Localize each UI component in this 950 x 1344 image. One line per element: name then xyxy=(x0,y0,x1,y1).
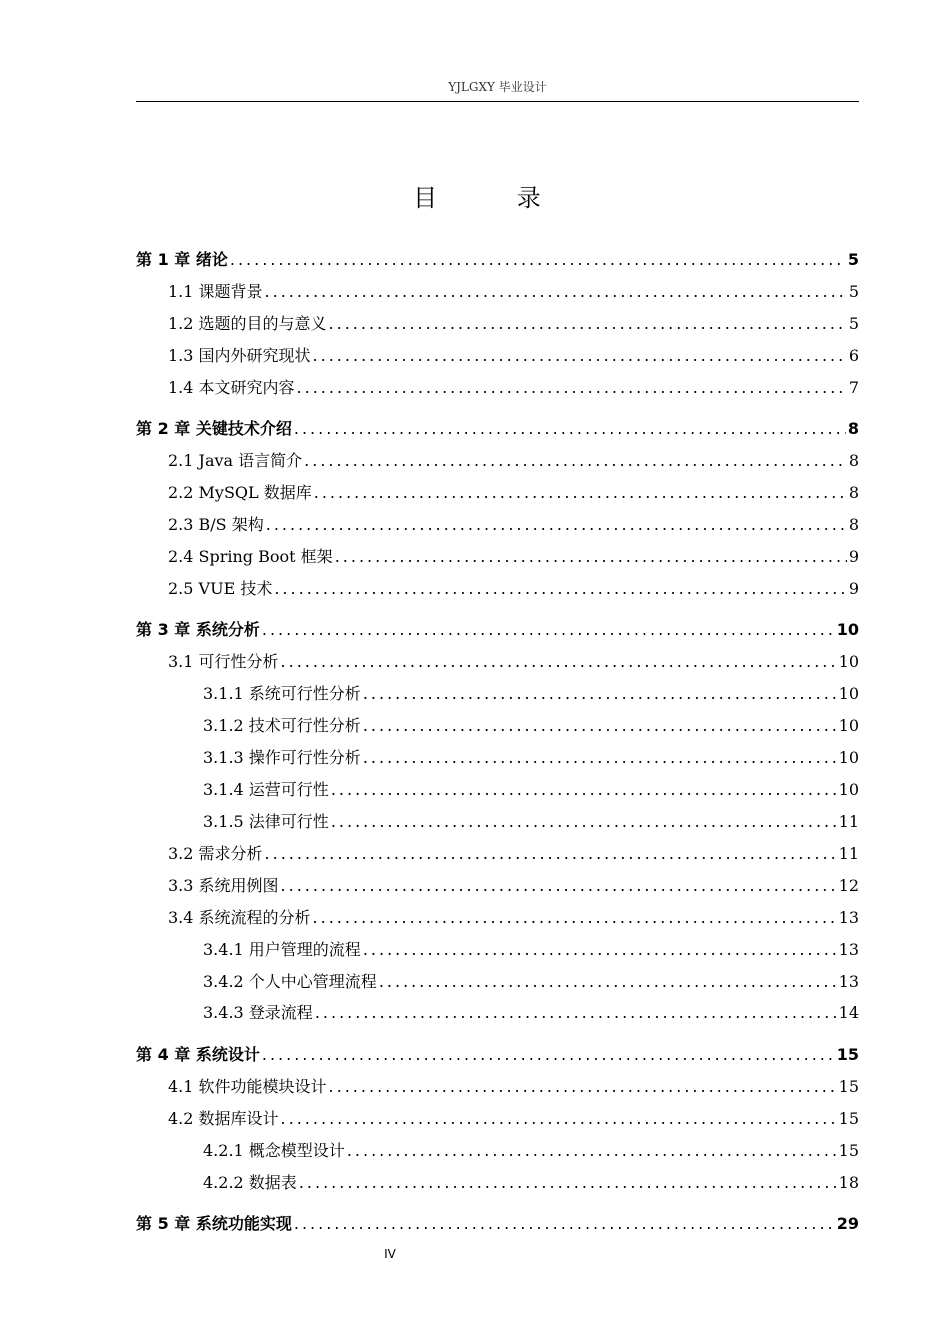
toc-title: 目 录 xyxy=(413,184,577,212)
toc-entry-page: 12 xyxy=(838,876,859,895)
toc-leader-dots xyxy=(363,748,837,768)
toc-section-entry[interactable] xyxy=(136,372,859,398)
toc-entry-title: 3.4.1 用户管理的流程 xyxy=(203,940,361,959)
toc-entry-page: 8 xyxy=(848,451,859,470)
toc-entry-title: 2.1 Java 语言简介 xyxy=(168,451,303,470)
toc-entry-page: 10 xyxy=(836,620,859,639)
page-header: YJLGXY 毕业设计 xyxy=(448,80,547,94)
toc-leader-dots xyxy=(347,1141,837,1161)
toc-entry-title: 4.1 软件功能模块设计 xyxy=(168,1077,327,1096)
toc-section-entry[interactable] xyxy=(136,646,859,672)
toc-entry-page: 9 xyxy=(848,547,859,566)
toc-leader-dots xyxy=(313,908,837,928)
toc-entry-page: 7 xyxy=(848,378,859,397)
toc-entry-page: 29 xyxy=(836,1214,859,1233)
toc-section-entry[interactable] xyxy=(136,276,859,302)
toc-entry-page: 8 xyxy=(848,483,859,502)
toc-entry-title: 4.2 数据库设计 xyxy=(168,1109,279,1128)
toc-leader-dots xyxy=(262,620,835,640)
toc-chapter-entry[interactable] xyxy=(136,1208,859,1234)
toc-section-entry[interactable] xyxy=(136,573,859,599)
toc-entry-page: 8 xyxy=(847,419,859,438)
toc-chapter-entry[interactable] xyxy=(136,244,859,270)
toc-section-entry[interactable] xyxy=(136,902,859,928)
toc-section-entry[interactable] xyxy=(136,340,859,366)
toc-leader-dots xyxy=(281,1109,837,1129)
toc-entry-title: 1.3 国内外研究现状 xyxy=(168,346,311,365)
toc-entry-page: 10 xyxy=(838,780,859,799)
toc-entry-title: 4.2.2 数据表 xyxy=(203,1173,297,1192)
toc-entry-page: 11 xyxy=(838,812,859,831)
toc-section-entry[interactable] xyxy=(136,806,859,832)
toc-entry-page: 18 xyxy=(838,1173,859,1192)
toc-entry-title: 3.1.5 法律可行性 xyxy=(203,812,329,831)
toc-entry-title: 第 2 章 关键技术介绍 xyxy=(136,419,292,438)
toc-section-entry[interactable] xyxy=(136,742,859,768)
toc-entry-page: 13 xyxy=(838,972,859,991)
toc-section-entry[interactable] xyxy=(136,1103,859,1129)
toc-entry-page: 15 xyxy=(838,1141,859,1160)
toc-entry-title: 3.4.2 个人中心管理流程 xyxy=(203,972,377,991)
toc-entry-page: 5 xyxy=(847,250,859,269)
toc-entry-page: 10 xyxy=(838,748,859,767)
toc-leader-dots xyxy=(230,250,846,270)
toc-section-entry[interactable] xyxy=(136,838,859,864)
toc-leader-dots xyxy=(262,1045,835,1065)
header-rule xyxy=(136,101,859,102)
toc-section-entry[interactable] xyxy=(136,966,859,992)
toc-entry-page: 10 xyxy=(838,716,859,735)
toc-entry-page: 10 xyxy=(838,684,859,703)
toc-entry-title: 1.2 选题的目的与意义 xyxy=(168,314,327,333)
toc-leader-dots xyxy=(299,1173,837,1193)
toc-entry-title: 4.2.1 概念模型设计 xyxy=(203,1141,345,1160)
toc-entry-title: 第 5 章 系统功能实现 xyxy=(136,1214,292,1233)
toc-leader-dots xyxy=(265,282,847,302)
toc-leader-dots xyxy=(304,451,847,471)
toc-entry-page: 13 xyxy=(838,908,859,927)
toc-leader-dots xyxy=(265,844,837,864)
toc-entry-title: 3.2 需求分析 xyxy=(168,844,263,863)
toc-section-entry[interactable] xyxy=(136,541,859,567)
toc-entry-page: 5 xyxy=(848,314,859,333)
toc-leader-dots xyxy=(363,684,837,704)
toc-leader-dots xyxy=(331,780,837,800)
toc-section-entry[interactable] xyxy=(136,774,859,800)
toc-leader-dots xyxy=(313,346,847,366)
toc-leader-dots xyxy=(363,716,837,736)
toc-leader-dots xyxy=(281,652,837,672)
toc-entry-title: 2.3 B/S 架构 xyxy=(168,515,264,534)
toc-leader-dots xyxy=(274,579,846,599)
toc-entry-title: 2.5 VUE 技术 xyxy=(168,579,273,598)
toc-entry-title: 第 3 章 系统分析 xyxy=(136,620,260,639)
toc-chapter-entry[interactable] xyxy=(136,614,859,640)
toc-section-entry[interactable] xyxy=(136,678,859,704)
toc-entry-page: 11 xyxy=(838,844,859,863)
toc-entry-title: 1.4 本文研究内容 xyxy=(168,378,295,397)
toc-leader-dots xyxy=(329,314,847,334)
toc-section-entry[interactable] xyxy=(136,445,859,471)
toc-section-entry[interactable] xyxy=(136,1135,859,1161)
toc-entry-page: 5 xyxy=(848,282,859,301)
toc-entry-title: 2.4 Spring Boot 框架 xyxy=(168,547,333,566)
toc-entry-title: 3.3 系统用例图 xyxy=(168,876,279,895)
toc-section-entry[interactable] xyxy=(136,308,859,334)
toc-entry-title: 3.1.2 技术可行性分析 xyxy=(203,716,361,735)
toc-entry-title: 1.1 课题背景 xyxy=(168,282,263,301)
toc-entry-page: 14 xyxy=(838,1003,859,1022)
toc-entry-title: 3.1.4 运营可行性 xyxy=(203,780,329,799)
toc-section-entry[interactable] xyxy=(136,710,859,736)
toc-entry-page: 8 xyxy=(848,515,859,534)
toc-entry-title: 3.1 可行性分析 xyxy=(168,652,279,671)
toc-chapter-entry[interactable] xyxy=(136,413,859,439)
toc-leader-dots xyxy=(314,483,847,503)
toc-chapter-entry[interactable] xyxy=(136,1039,859,1065)
toc-entry-title: 2.2 MySQL 数据库 xyxy=(168,483,312,502)
toc-leader-dots xyxy=(363,940,837,960)
toc-leader-dots xyxy=(266,515,847,535)
toc-entry-page: 15 xyxy=(838,1109,859,1128)
toc-entry-page: 10 xyxy=(838,652,859,671)
toc-entry-page: 9 xyxy=(848,579,859,598)
toc-section-entry[interactable] xyxy=(136,997,859,1023)
toc-entry-page: 15 xyxy=(838,1077,859,1096)
toc-entry-title: 3.4 系统流程的分析 xyxy=(168,908,311,927)
toc-entry-title: 3.4.3 登录流程 xyxy=(203,1003,313,1022)
toc-entry-title: 3.1.1 系统可行性分析 xyxy=(203,684,361,703)
toc-entry-page: 13 xyxy=(838,940,859,959)
toc-section-entry[interactable] xyxy=(136,477,859,503)
toc-leader-dots xyxy=(294,419,846,439)
toc-entry-title: 3.1.3 操作可行性分析 xyxy=(203,748,361,767)
toc-section-entry[interactable] xyxy=(136,870,859,896)
toc-section-entry[interactable] xyxy=(136,1071,859,1097)
toc-entry-title: 第 1 章 绪论 xyxy=(136,250,228,269)
toc-leader-dots xyxy=(379,972,837,992)
toc-leader-dots xyxy=(281,876,837,896)
toc-leader-dots xyxy=(331,812,837,832)
toc-section-entry[interactable] xyxy=(136,1167,859,1193)
page-number: IV xyxy=(384,1247,396,1261)
toc-leader-dots xyxy=(329,1077,837,1097)
toc-entry-page: 15 xyxy=(836,1045,859,1064)
toc-section-entry[interactable] xyxy=(136,934,859,960)
toc-entry-page: 6 xyxy=(848,346,859,365)
toc-leader-dots xyxy=(297,378,847,398)
toc-entry-title: 第 4 章 系统设计 xyxy=(136,1045,260,1064)
toc-section-entry[interactable] xyxy=(136,509,859,535)
toc-leader-dots xyxy=(315,1003,837,1023)
toc-leader-dots xyxy=(335,547,847,567)
toc-leader-dots xyxy=(294,1214,835,1234)
